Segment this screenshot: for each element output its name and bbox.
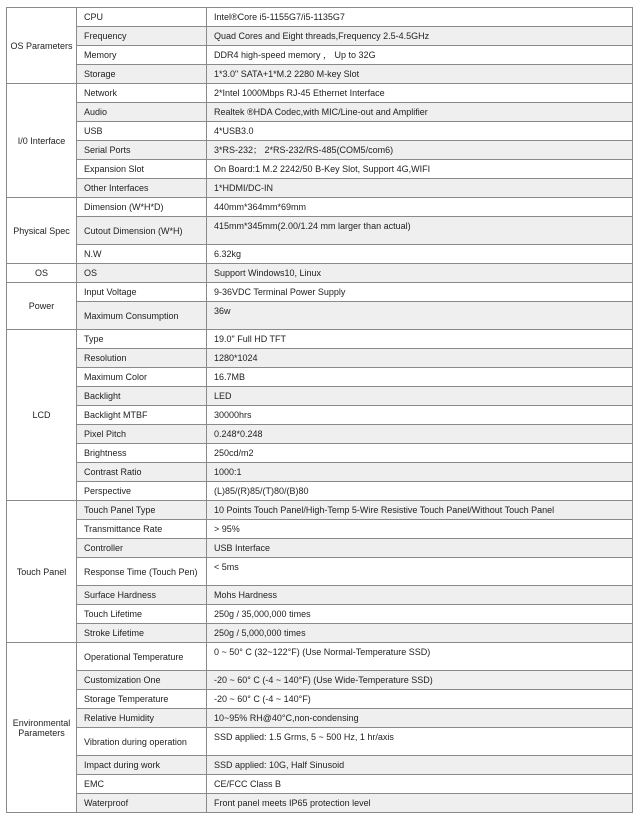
spec-name-cell: Perspective bbox=[77, 482, 207, 501]
spec-value-cell: 19.0" Full HD TFT bbox=[207, 330, 633, 349]
spec-value-cell: 1000:1 bbox=[207, 463, 633, 482]
category-cell: Power bbox=[7, 283, 77, 330]
category-cell: OS bbox=[7, 264, 77, 283]
spec-name-cell: Storage bbox=[77, 65, 207, 84]
spec-name-cell: Maximum Color bbox=[77, 368, 207, 387]
spec-name-cell: Other Interfaces bbox=[77, 179, 207, 198]
spec-row bbox=[7, 756, 633, 775]
spec-name-cell: OS bbox=[77, 264, 207, 283]
spec-name-cell: Contrast Ratio bbox=[77, 463, 207, 482]
spec-value-cell: (L)85/(R)85/(T)80/(B)80 bbox=[207, 482, 633, 501]
spec-name-cell: Maximum Consumption bbox=[77, 302, 207, 330]
spec-name-cell: Cutout Dimension (W*H) bbox=[77, 217, 207, 245]
spec-value-cell: Front panel meets IP65 protection level bbox=[207, 794, 633, 813]
spec-value-cell: 0.248*0.248 bbox=[207, 425, 633, 444]
spec-value-cell: 250cd/m2 bbox=[207, 444, 633, 463]
spec-name-cell: Serial Ports bbox=[77, 141, 207, 160]
category-cell: LCD bbox=[7, 330, 77, 501]
spec-value-cell: 415mm*345mm(2.00/1.24 mm larger than actual) bbox=[207, 217, 633, 245]
spec-row bbox=[7, 349, 633, 368]
spec-row bbox=[7, 160, 633, 179]
spec-row bbox=[7, 65, 633, 84]
spec-name-cell: Storage Temperature bbox=[77, 690, 207, 709]
spec-row bbox=[7, 84, 633, 103]
spec-row bbox=[7, 558, 633, 586]
spec-name-cell: Controller bbox=[77, 539, 207, 558]
category-cell: Environmental Parameters bbox=[7, 643, 77, 813]
spec-row bbox=[7, 27, 633, 46]
spec-value-cell: 250g / 35,000,000 times bbox=[207, 605, 633, 624]
spec-row bbox=[7, 283, 633, 302]
spec-row bbox=[7, 728, 633, 756]
spec-value-cell: Realtek ®HDA Codec,with MIC/Line-out and Amplifier bbox=[207, 103, 633, 122]
spec-row bbox=[7, 586, 633, 605]
spec-row bbox=[7, 463, 633, 482]
spec-row bbox=[7, 539, 633, 558]
spec-value-cell: 2*Intel 1000Mbps RJ-45 Ethernet Interface bbox=[207, 84, 633, 103]
spec-row bbox=[7, 387, 633, 406]
spec-row bbox=[7, 103, 633, 122]
spec-name-cell: Input Voltage bbox=[77, 283, 207, 302]
spec-value-cell: LED bbox=[207, 387, 633, 406]
spec-name-cell: Backlight bbox=[77, 387, 207, 406]
spec-value-cell: > 95% bbox=[207, 520, 633, 539]
spec-row bbox=[7, 179, 633, 198]
spec-row bbox=[7, 245, 633, 264]
spec-value-cell: Support Windows10, Linux bbox=[207, 264, 633, 283]
spec-value-cell: 3*RS-232； 2*RS-232/RS-485(COM5/com6) bbox=[207, 141, 633, 160]
spec-name-cell: Touch Panel Type bbox=[77, 501, 207, 520]
spec-row bbox=[7, 709, 633, 728]
spec-name-cell: Type bbox=[77, 330, 207, 349]
spec-name-cell: Vibration during operation bbox=[77, 728, 207, 756]
spec-row bbox=[7, 643, 633, 671]
spec-value-cell: SSD applied: 10G, Half Sinusoid bbox=[207, 756, 633, 775]
spec-value-cell: 1280*1024 bbox=[207, 349, 633, 368]
spec-row bbox=[7, 501, 633, 520]
spec-value-cell: 30000hrs bbox=[207, 406, 633, 425]
spec-row bbox=[7, 368, 633, 387]
spec-value-cell: 4*USB3.0 bbox=[207, 122, 633, 141]
spec-name-cell: Expansion Slot bbox=[77, 160, 207, 179]
spec-value-cell: 16.7MB bbox=[207, 368, 633, 387]
spec-value-cell: 440mm*364mm*69mm bbox=[207, 198, 633, 217]
spec-name-cell: Brightness bbox=[77, 444, 207, 463]
spec-row bbox=[7, 264, 633, 283]
category-cell: OS Parameters bbox=[7, 8, 77, 84]
spec-name-cell: Audio bbox=[77, 103, 207, 122]
spec-row bbox=[7, 8, 633, 27]
spec-name-cell: N.W bbox=[77, 245, 207, 264]
spec-value-cell: 0 ~ 50° C (32~122°F) (Use Normal-Temperature SSD) bbox=[207, 643, 633, 671]
spec-value-cell: Quad Cores and Eight threads,Frequency 2.5-4.5GHz bbox=[207, 27, 633, 46]
spec-name-cell: Stroke Lifetime bbox=[77, 624, 207, 643]
spec-row bbox=[7, 605, 633, 624]
spec-name-cell: USB bbox=[77, 122, 207, 141]
spec-name-cell: Relative Humidity bbox=[77, 709, 207, 728]
spec-table bbox=[6, 7, 633, 813]
spec-row bbox=[7, 302, 633, 330]
spec-name-cell: Response Time (Touch Pen) bbox=[77, 558, 207, 586]
spec-value-cell: 10~95% RH@40°C,non-condensing bbox=[207, 709, 633, 728]
spec-value-cell: 1*3.0" SATA+1*M.2 2280 M-key Slot bbox=[207, 65, 633, 84]
spec-name-cell: Operational Temperature bbox=[77, 643, 207, 671]
spec-name-cell: Network bbox=[77, 84, 207, 103]
spec-row bbox=[7, 122, 633, 141]
spec-value-cell: 10 Points Touch Panel/High-Temp 5-Wire Resistive Touch Panel/Without Touch Panel bbox=[207, 501, 633, 520]
spec-name-cell: Frequency bbox=[77, 27, 207, 46]
spec-name-cell: Backlight MTBF bbox=[77, 406, 207, 425]
spec-value-cell: 250g / 5,000,000 times bbox=[207, 624, 633, 643]
spec-row bbox=[7, 794, 633, 813]
spec-name-cell: Dimension (W*H*D) bbox=[77, 198, 207, 217]
spec-row bbox=[7, 690, 633, 709]
spec-row bbox=[7, 217, 633, 245]
spec-name-cell: Resolution bbox=[77, 349, 207, 368]
spec-name-cell: Transmittance Rate bbox=[77, 520, 207, 539]
category-cell: I/0 Interface bbox=[7, 84, 77, 198]
spec-value-cell: DDR4 high-speed memory ， Up to 32G bbox=[207, 46, 633, 65]
spec-row bbox=[7, 444, 633, 463]
spec-row bbox=[7, 520, 633, 539]
spec-name-cell: CPU bbox=[77, 8, 207, 27]
spec-name-cell: Impact during work bbox=[77, 756, 207, 775]
spec-name-cell: Waterproof bbox=[77, 794, 207, 813]
spec-value-cell: Intel®Core i5-1155G7/i5-1135G7 bbox=[207, 8, 633, 27]
spec-row bbox=[7, 46, 633, 65]
spec-name-cell: Customization One bbox=[77, 671, 207, 690]
spec-value-cell: 1*HDMI/DC-IN bbox=[207, 179, 633, 198]
spec-row bbox=[7, 482, 633, 501]
spec-row bbox=[7, 775, 633, 794]
spec-row bbox=[7, 330, 633, 349]
spec-value-cell: Mohs Hardness bbox=[207, 586, 633, 605]
spec-value-cell: SSD applied: 1.5 Grms, 5 ~ 500 Hz, 1 hr/axis bbox=[207, 728, 633, 756]
spec-name-cell: Touch Lifetime bbox=[77, 605, 207, 624]
spec-row bbox=[7, 198, 633, 217]
category-cell: Physical Spec bbox=[7, 198, 77, 264]
spec-table-body bbox=[7, 8, 633, 813]
spec-value-cell: < 5ms bbox=[207, 558, 633, 586]
spec-value-cell: 9-36VDC Terminal Power Supply bbox=[207, 283, 633, 302]
spec-name-cell: EMC bbox=[77, 775, 207, 794]
spec-value-cell: CE/FCC Class B bbox=[207, 775, 633, 794]
spec-row bbox=[7, 141, 633, 160]
spec-value-cell: 36w bbox=[207, 302, 633, 330]
spec-value-cell: 6.32kg bbox=[207, 245, 633, 264]
spec-row bbox=[7, 406, 633, 425]
spec-row bbox=[7, 671, 633, 690]
spec-row bbox=[7, 624, 633, 643]
spec-value-cell: -20 ~ 60° C (-4 ~ 140°F) bbox=[207, 690, 633, 709]
spec-value-cell: On Board:1 M.2 2242/50 B-Key Slot, Support 4G,WIFI bbox=[207, 160, 633, 179]
spec-name-cell: Pixel Pitch bbox=[77, 425, 207, 444]
spec-name-cell: Memory bbox=[77, 46, 207, 65]
spec-value-cell: USB Interface bbox=[207, 539, 633, 558]
spec-value-cell: -20 ~ 60° C (-4 ~ 140°F) (Use Wide-Temperature SSD) bbox=[207, 671, 633, 690]
spec-name-cell: Surface Hardness bbox=[77, 586, 207, 605]
category-cell: Touch Panel bbox=[7, 501, 77, 643]
spec-row bbox=[7, 425, 633, 444]
